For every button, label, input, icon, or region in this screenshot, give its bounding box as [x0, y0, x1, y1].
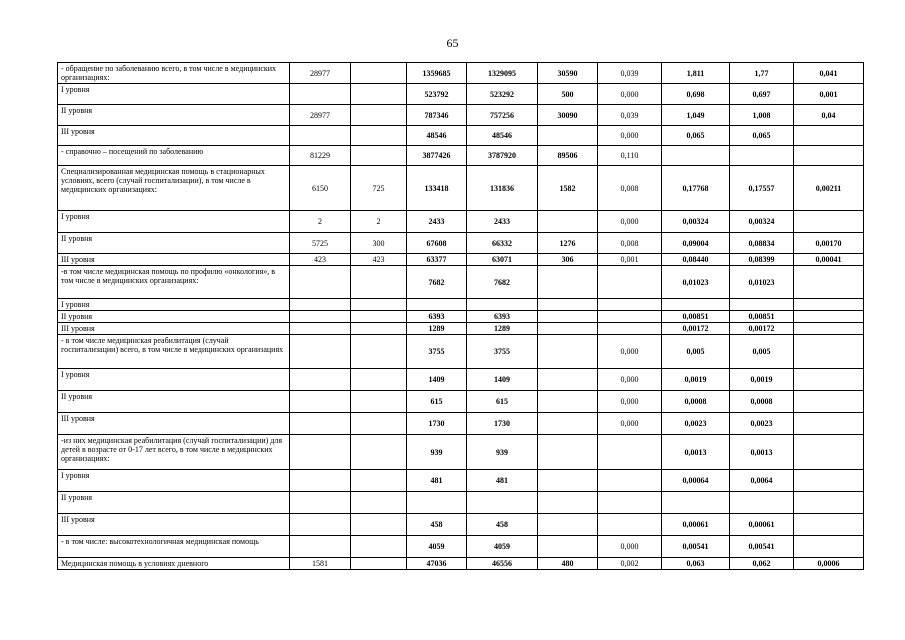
cell-c5 — [538, 435, 598, 470]
cell-c1 — [290, 492, 351, 514]
cell-c7: 1,811 — [662, 63, 730, 84]
cell-c8: 0,062 — [730, 558, 794, 570]
cell-c4: 1329095 — [467, 63, 538, 84]
table-row — [58, 146, 864, 166]
cell-c7 — [662, 492, 730, 514]
cell-c2: 300 — [351, 233, 407, 254]
cell-c5 — [538, 211, 598, 233]
cell-c1: 81229 — [290, 146, 351, 166]
cell-c2 — [351, 84, 407, 105]
cell-c8: 0,0064 — [730, 470, 794, 492]
cell-c5 — [538, 311, 598, 323]
cell-c1: 2 — [290, 211, 351, 233]
cell-c3: 48546 — [407, 126, 467, 146]
table-body — [58, 63, 864, 570]
cell-c5 — [538, 391, 598, 413]
cell-c9: 0,0006 — [794, 558, 864, 570]
cell-c3: 615 — [407, 391, 467, 413]
row-label: I уровня — [58, 211, 290, 233]
cell-c4: 7682 — [467, 266, 538, 299]
cell-c9 — [794, 470, 864, 492]
cell-c1: 5725 — [290, 233, 351, 254]
cell-c7: 0,00851 — [662, 311, 730, 323]
cell-c8: 0,0019 — [730, 369, 794, 391]
row-label: -из них медицинская реабилитация (случай госпитализации) для детей в возрасте от 0-17 лет всего, в том числе в медицинских организациях: — [58, 435, 290, 470]
cell-c9 — [794, 211, 864, 233]
cell-c8: 0,697 — [730, 84, 794, 105]
cell-c6: 0,039 — [598, 63, 662, 84]
cell-c5: 1276 — [538, 233, 598, 254]
cell-c9 — [794, 492, 864, 514]
cell-c6: 0,000 — [598, 391, 662, 413]
cell-c9 — [794, 435, 864, 470]
row-label: II уровня — [58, 233, 290, 254]
cell-c5 — [538, 470, 598, 492]
cell-c6: 0,001 — [598, 254, 662, 266]
row-label: Специализированная медицинская помощь в стационарных условиях, всего (случай госпитализации), в том числе в медицинских организациях: — [58, 166, 290, 211]
cell-c3: 458 — [407, 514, 467, 536]
cell-c7: 0,00061 — [662, 514, 730, 536]
cell-c5 — [538, 514, 598, 536]
cell-c6: 0,000 — [598, 335, 662, 369]
cell-c3: 481 — [407, 470, 467, 492]
row-label: Медицинская помощь в условиях дневного — [58, 558, 290, 570]
cell-c1 — [290, 413, 351, 435]
cell-c3: 1289 — [407, 323, 467, 335]
cell-c7: 1,049 — [662, 105, 730, 126]
cell-c3: 787346 — [407, 105, 467, 126]
cell-c7: 0,17768 — [662, 166, 730, 211]
row-label: - в том числе медицинская реабилитация (случай госпитализации) всего, в том числе в медицинских организациях — [58, 335, 290, 369]
row-label: III уровня — [58, 126, 290, 146]
cell-c6: 0,110 — [598, 146, 662, 166]
cell-c3: 523792 — [407, 84, 467, 105]
cell-c6 — [598, 514, 662, 536]
cell-c9 — [794, 266, 864, 299]
cell-c6: 0,000 — [598, 369, 662, 391]
cell-c9 — [794, 514, 864, 536]
table-row — [58, 126, 864, 146]
cell-c6 — [598, 266, 662, 299]
cell-c2 — [351, 266, 407, 299]
cell-c4 — [467, 299, 538, 311]
table-row — [58, 558, 864, 570]
cell-c5: 30090 — [538, 105, 598, 126]
cell-c4: 131836 — [467, 166, 538, 211]
cell-c4: 1730 — [467, 413, 538, 435]
cell-c4: 4059 — [467, 536, 538, 558]
cell-c9 — [794, 323, 864, 335]
cell-c7 — [662, 146, 730, 166]
cell-c8: 0,08834 — [730, 233, 794, 254]
table-row — [58, 211, 864, 233]
page-number: 65 — [446, 36, 459, 50]
cell-c4: 48546 — [467, 126, 538, 146]
cell-c9 — [794, 299, 864, 311]
table-row — [58, 266, 864, 299]
row-label: I уровня — [58, 299, 290, 311]
row-label: II уровня — [58, 492, 290, 514]
cell-c2 — [351, 514, 407, 536]
cell-c3: 3877426 — [407, 146, 467, 166]
cell-c5: 89506 — [538, 146, 598, 166]
cell-c5: 480 — [538, 558, 598, 570]
cell-c5: 1582 — [538, 166, 598, 211]
row-label: III уровня — [58, 323, 290, 335]
row-label: II уровня — [58, 391, 290, 413]
cell-c1 — [290, 470, 351, 492]
row-label: III уровня — [58, 514, 290, 536]
cell-c3: 939 — [407, 435, 467, 470]
cell-c4: 2433 — [467, 211, 538, 233]
cell-c4: 6393 — [467, 311, 538, 323]
table-row — [58, 299, 864, 311]
row-label: III уровня — [58, 413, 290, 435]
cell-c8: 0,0023 — [730, 413, 794, 435]
cell-c4: 757256 — [467, 105, 538, 126]
cell-c6: 0,000 — [598, 211, 662, 233]
cell-c6 — [598, 435, 662, 470]
cell-c8: 0,00541 — [730, 536, 794, 558]
cell-c2 — [351, 391, 407, 413]
cell-c8: 0,065 — [730, 126, 794, 146]
cell-c7: 0,00172 — [662, 323, 730, 335]
cell-c8: 0,0008 — [730, 391, 794, 413]
cell-c5 — [538, 492, 598, 514]
cell-c3: 47036 — [407, 558, 467, 570]
cell-c9 — [794, 413, 864, 435]
table-row — [58, 369, 864, 391]
cell-c9: 0,00170 — [794, 233, 864, 254]
cell-c8 — [730, 146, 794, 166]
cell-c3: 2433 — [407, 211, 467, 233]
cell-c9 — [794, 126, 864, 146]
cell-c6: 0,039 — [598, 105, 662, 126]
cell-c8: 1,77 — [730, 63, 794, 84]
cell-c6 — [598, 492, 662, 514]
cell-c6: 0,000 — [598, 413, 662, 435]
cell-c4: 66332 — [467, 233, 538, 254]
cell-c5 — [538, 323, 598, 335]
cell-c5 — [538, 413, 598, 435]
cell-c9 — [794, 369, 864, 391]
cell-c9: 0,001 — [794, 84, 864, 105]
table-row — [58, 105, 864, 126]
cell-c1: 423 — [290, 254, 351, 266]
table-row — [58, 63, 864, 84]
table-row — [58, 470, 864, 492]
cell-c2 — [351, 536, 407, 558]
cell-c1: 1581 — [290, 558, 351, 570]
cell-c1 — [290, 369, 351, 391]
cell-c6: 0,000 — [598, 536, 662, 558]
cell-c1 — [290, 435, 351, 470]
table-row — [58, 335, 864, 369]
cell-c6: 0,008 — [598, 233, 662, 254]
cell-c3: 3755 — [407, 335, 467, 369]
cell-c3: 7682 — [407, 266, 467, 299]
cell-c9: 0,04 — [794, 105, 864, 126]
cell-c9 — [794, 536, 864, 558]
cell-c6 — [598, 470, 662, 492]
cell-c5 — [538, 335, 598, 369]
table-row — [58, 84, 864, 105]
row-label: II уровня — [58, 105, 290, 126]
row-label: III уровня — [58, 254, 290, 266]
cell-c8: 0,00851 — [730, 311, 794, 323]
cell-c1: 28977 — [290, 63, 351, 84]
cell-c8: 0,0013 — [730, 435, 794, 470]
cell-c1 — [290, 84, 351, 105]
cell-c7: 0,00324 — [662, 211, 730, 233]
cell-c8 — [730, 299, 794, 311]
row-label: - обращение по заболеванию всего, в том числе в медицинских организациях: — [58, 63, 290, 84]
cell-c2 — [351, 299, 407, 311]
cell-c5: 30590 — [538, 63, 598, 84]
table-row — [58, 435, 864, 470]
cell-c1 — [290, 536, 351, 558]
cell-c9 — [794, 391, 864, 413]
cell-c5: 306 — [538, 254, 598, 266]
cell-c4: 1289 — [467, 323, 538, 335]
table-row — [58, 391, 864, 413]
cell-c6: 0,000 — [598, 84, 662, 105]
cell-c7: 0,063 — [662, 558, 730, 570]
row-label: I уровня — [58, 84, 290, 105]
cell-c7: 0,09004 — [662, 233, 730, 254]
cell-c1: 28977 — [290, 105, 351, 126]
cell-c4: 46556 — [467, 558, 538, 570]
cell-c3: 67608 — [407, 233, 467, 254]
cell-c9: 0,041 — [794, 63, 864, 84]
cell-c3 — [407, 492, 467, 514]
cell-c1 — [290, 514, 351, 536]
cell-c5 — [538, 126, 598, 146]
cell-c7: 0,065 — [662, 126, 730, 146]
cell-c5 — [538, 266, 598, 299]
cell-c8: 0,00324 — [730, 211, 794, 233]
cell-c7: 0,0013 — [662, 435, 730, 470]
cell-c1 — [290, 311, 351, 323]
cell-c8: 0,01023 — [730, 266, 794, 299]
cell-c1 — [290, 335, 351, 369]
cell-c8: 0,00061 — [730, 514, 794, 536]
cell-c8: 0,17557 — [730, 166, 794, 211]
cell-c7: 0,0019 — [662, 369, 730, 391]
cell-c1 — [290, 299, 351, 311]
cell-c2: 725 — [351, 166, 407, 211]
cell-c2: 2 — [351, 211, 407, 233]
cell-c6 — [598, 299, 662, 311]
cell-c3: 4059 — [407, 536, 467, 558]
cell-c4: 481 — [467, 470, 538, 492]
cell-c2 — [351, 126, 407, 146]
row-label: I уровня — [58, 369, 290, 391]
cell-c2 — [351, 558, 407, 570]
cell-c1 — [290, 391, 351, 413]
cell-c9 — [794, 311, 864, 323]
table-row — [58, 166, 864, 211]
cell-c4: 458 — [467, 514, 538, 536]
cell-c2 — [351, 323, 407, 335]
cell-c2 — [351, 470, 407, 492]
cell-c9: 0,00041 — [794, 254, 864, 266]
table-row — [58, 233, 864, 254]
cell-c3: 1730 — [407, 413, 467, 435]
cell-c3: 63377 — [407, 254, 467, 266]
cell-c8 — [730, 492, 794, 514]
cell-c7: 0,00541 — [662, 536, 730, 558]
cell-c2: 423 — [351, 254, 407, 266]
cell-c3: 1409 — [407, 369, 467, 391]
cell-c5 — [538, 536, 598, 558]
cell-c2 — [351, 369, 407, 391]
cell-c4: 615 — [467, 391, 538, 413]
cell-c8: 0,08399 — [730, 254, 794, 266]
cell-c4: 939 — [467, 435, 538, 470]
cell-c9 — [794, 335, 864, 369]
cell-c1: 6150 — [290, 166, 351, 211]
cell-c7: 0,005 — [662, 335, 730, 369]
cell-c9 — [794, 146, 864, 166]
cell-c7: 0,01023 — [662, 266, 730, 299]
cell-c4: 1409 — [467, 369, 538, 391]
cell-c7: 0,08440 — [662, 254, 730, 266]
cell-c6: 0,000 — [598, 126, 662, 146]
cell-c2 — [351, 63, 407, 84]
cell-c1 — [290, 323, 351, 335]
cell-c2 — [351, 335, 407, 369]
row-label: I уровня — [58, 470, 290, 492]
cell-c6: 0,008 — [598, 166, 662, 211]
row-label: - справочно – посещений по заболеванию — [58, 146, 290, 166]
table-row — [58, 311, 864, 323]
cell-c6 — [598, 323, 662, 335]
cell-c6: 0,002 — [598, 558, 662, 570]
table-row — [58, 254, 864, 266]
cell-c5: 500 — [538, 84, 598, 105]
cell-c4: 3787920 — [467, 146, 538, 166]
cell-c1 — [290, 266, 351, 299]
cell-c7: 0,0008 — [662, 391, 730, 413]
table-row — [58, 536, 864, 558]
cell-c8: 0,00172 — [730, 323, 794, 335]
table-row — [58, 413, 864, 435]
cell-c5 — [538, 369, 598, 391]
cell-c4: 523292 — [467, 84, 538, 105]
table-row — [58, 323, 864, 335]
cell-c3: 1359685 — [407, 63, 467, 84]
cell-c6 — [598, 311, 662, 323]
cell-c7 — [662, 299, 730, 311]
table-row — [58, 514, 864, 536]
cell-c3: 133418 — [407, 166, 467, 211]
row-label: II уровня — [58, 311, 290, 323]
cell-c2 — [351, 492, 407, 514]
table-row — [58, 492, 864, 514]
cell-c4 — [467, 492, 538, 514]
data-table — [57, 62, 864, 570]
cell-c7: 0,00064 — [662, 470, 730, 492]
cell-c3: 6393 — [407, 311, 467, 323]
cell-c4: 3755 — [467, 335, 538, 369]
row-label: -в том числе медицинская помощь по профилю «онкология», в том числе в медицинских организациях: — [58, 266, 290, 299]
cell-c9: 0,00211 — [794, 166, 864, 211]
cell-c7: 0,698 — [662, 84, 730, 105]
cell-c4: 63071 — [467, 254, 538, 266]
cell-c5 — [538, 299, 598, 311]
cell-c2 — [351, 146, 407, 166]
cell-c8: 1,008 — [730, 105, 794, 126]
cell-c2 — [351, 413, 407, 435]
cell-c8: 0,005 — [730, 335, 794, 369]
cell-c2 — [351, 311, 407, 323]
cell-c1 — [290, 126, 351, 146]
cell-c2 — [351, 435, 407, 470]
cell-c2 — [351, 105, 407, 126]
cell-c7: 0,0023 — [662, 413, 730, 435]
cell-c3 — [407, 299, 467, 311]
row-label: - в том числе: высокотехнологичная медицинская помощь — [58, 536, 290, 558]
